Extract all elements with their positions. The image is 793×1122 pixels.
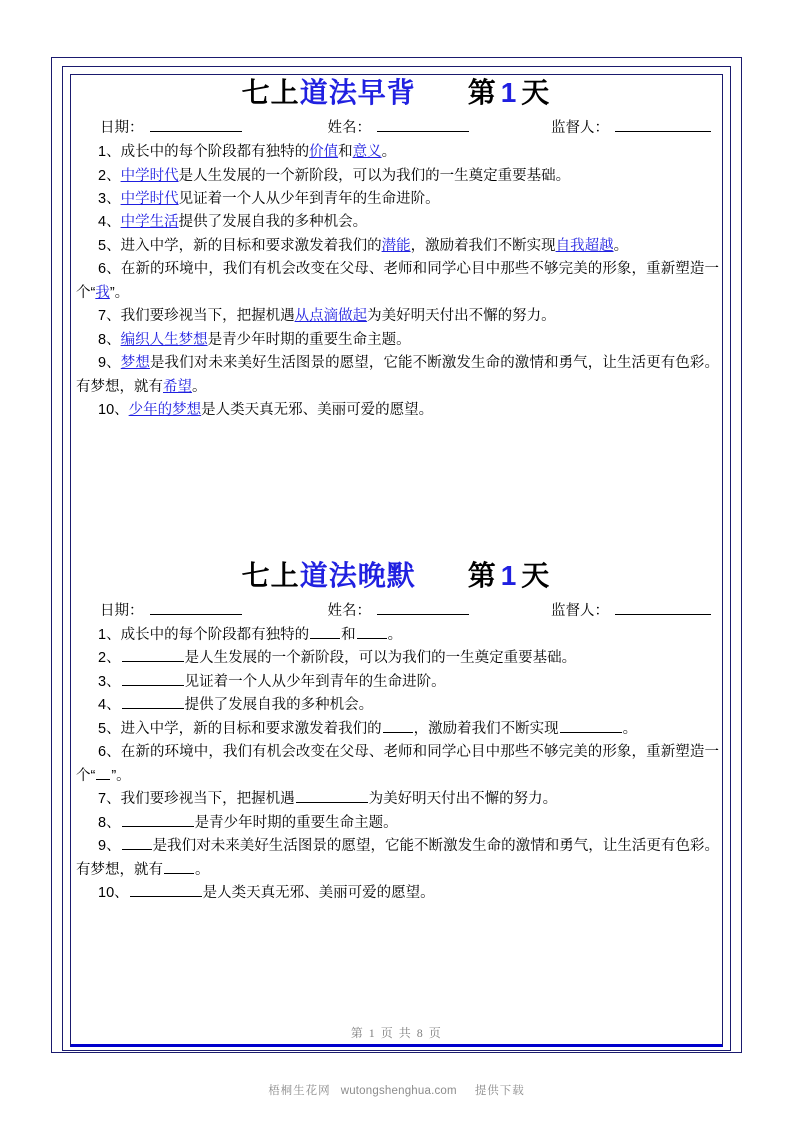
list-item	[72, 694, 721, 717]
list-item-text: 进入中学，新的目标和要求激发着我们的	[120, 720, 382, 737]
answer-blank[interactable]	[122, 674, 184, 686]
keyword: 我	[95, 284, 110, 301]
list-item-text: 是人类天真无邪、美丽可爱的愿望。	[201, 402, 434, 419]
list-item-number: 6、	[98, 744, 121, 761]
date-field-morning[interactable]	[100, 116, 242, 137]
list-item-text: 提供了发展自我的多种机会。	[184, 697, 374, 714]
list-item-text: 见证着一个人从少年到青年的生命进阶。	[184, 673, 446, 690]
list-item-number: 6、	[98, 261, 121, 278]
list-item	[72, 188, 721, 211]
page-footer: 第 1 页 共 8 页	[350, 1026, 443, 1040]
list-item-number: 9、	[98, 838, 121, 855]
list-item-number: 5、	[98, 720, 121, 737]
day-suffix: 天	[521, 559, 552, 591]
day-counter	[468, 559, 552, 592]
day-number: 1	[500, 77, 519, 108]
watermark-tail: 提供下载	[474, 1085, 525, 1097]
title-subject: 道法晚默	[299, 559, 416, 591]
list-item-text: 和	[341, 626, 356, 643]
list-item-text: ，激励着我们不断实现	[413, 720, 559, 737]
list-item-number: 9、	[98, 355, 121, 372]
supervisor-field-morning[interactable]	[551, 116, 711, 137]
list-item	[72, 812, 721, 835]
list-item-text: 是我们对未来美好生活图景的愿望，它能不断激发生命的激情和勇气，让生活更有色彩。有梦想，就有	[76, 838, 719, 878]
list-item-number: 4、	[98, 697, 121, 714]
section-spacer	[72, 423, 721, 559]
list-item-text: 。	[387, 626, 403, 643]
supervisor-blank[interactable]	[615, 119, 711, 132]
list-item-number: 2、	[98, 650, 121, 667]
list-item	[72, 718, 721, 741]
list-item	[72, 647, 721, 670]
list-item-text: 成长中的每个阶段都有独特的	[120, 626, 310, 643]
keyword: 潜能	[381, 237, 411, 254]
day-number: 1	[500, 559, 519, 591]
list-item-text: 为美好明天付出不懈的努力。	[367, 308, 556, 325]
answer-blank[interactable]	[357, 627, 387, 639]
title-subject: 道法早背	[299, 77, 416, 108]
keyword: 希望	[163, 378, 192, 395]
answer-blank[interactable]	[130, 885, 202, 897]
item-list-morning	[72, 141, 721, 423]
name-label: 姓名：	[327, 602, 371, 619]
answer-blank[interactable]	[383, 721, 413, 733]
list-item-text: 在新的环境中，我们有机会改变在父母、老师和同学心目中那些不够完美的形象，重新塑造一个“	[76, 744, 719, 784]
list-item	[72, 235, 721, 258]
list-item-number: 3、	[98, 191, 121, 207]
worksheet-content	[72, 76, 721, 1045]
keyword: 梦想	[120, 355, 150, 372]
keyword: 价值	[309, 144, 339, 161]
keyword: 中学时代	[120, 167, 179, 184]
list-item-number: 3、	[98, 673, 121, 690]
day-counter	[468, 76, 552, 109]
list-item-number: 10、	[98, 885, 129, 902]
section-evening-dictation	[72, 559, 721, 906]
list-item-text: 。	[195, 861, 210, 878]
list-item-number: 8、	[98, 331, 121, 348]
keyword: 编织人生梦想	[120, 331, 208, 348]
list-item-text: 。	[192, 378, 207, 395]
date-field-evening[interactable]	[100, 599, 242, 620]
list-item-text: 提供了发展自我的多种机会。	[178, 214, 368, 231]
list-item-text: 是人生发展的一个新阶段，可以为我们的一生奠定重要基础。	[178, 167, 571, 184]
keyword: 自我超越	[555, 237, 614, 254]
meta-row-evening	[72, 599, 721, 620]
answer-blank[interactable]	[122, 697, 184, 709]
keyword: 中学生活	[120, 214, 179, 231]
list-item-text: 是人生发展的一个新阶段，可以为我们的一生奠定重要基础。	[184, 650, 577, 667]
list-item	[72, 258, 721, 305]
list-item	[72, 882, 721, 905]
list-item-text: 是青少年时期的重要生命主题。	[207, 331, 411, 348]
supervisor-blank[interactable]	[615, 602, 711, 615]
supervisor-label: 监督人：	[551, 602, 609, 619]
name-blank[interactable]	[377, 602, 469, 615]
list-item-text: 是我们对未来美好生活图景的愿望，它能不断激发生命的激情和勇气，让生活更有色彩。有梦想，就有	[76, 355, 719, 395]
list-item	[72, 211, 721, 234]
keyword: 从点滴做起	[294, 308, 368, 325]
list-item-text: 是人类天真无邪、美丽可爱的愿望。	[202, 885, 435, 902]
answer-blank[interactable]	[122, 815, 194, 827]
list-item-number: 7、	[98, 308, 121, 325]
section-title-evening	[72, 559, 721, 592]
list-item-text: 我们要珍视当下，把握机遇	[120, 791, 295, 808]
list-item-number: 1、	[98, 626, 121, 643]
list-item	[72, 835, 721, 882]
list-item	[72, 624, 721, 647]
meta-row-morning	[72, 116, 721, 137]
date-blank[interactable]	[150, 602, 242, 615]
keyword: 中学时代	[120, 191, 179, 207]
supervisor-label: 监督人：	[551, 120, 609, 137]
answer-blank[interactable]	[122, 838, 152, 850]
list-item-text: 。	[622, 720, 638, 737]
title-prefix: 七上	[241, 77, 300, 108]
answer-blank[interactable]	[296, 791, 368, 803]
list-item-number: 1、	[98, 144, 121, 161]
watermark	[0, 1082, 793, 1098]
list-item-text: ，激励着我们不断实现	[410, 237, 556, 254]
supervisor-field-evening[interactable]	[551, 599, 711, 620]
name-field-morning[interactable]	[328, 116, 470, 137]
day-suffix: 天	[521, 77, 552, 108]
list-item-text: 成长中的每个阶段都有独特的	[120, 144, 310, 161]
list-item	[72, 165, 721, 188]
list-item-number: 5、	[98, 237, 121, 254]
answer-blank[interactable]	[310, 627, 340, 639]
list-item	[72, 399, 721, 422]
watermark-site-name: 梧桐生花网	[268, 1085, 331, 1097]
list-item	[72, 141, 721, 164]
list-item	[72, 305, 721, 328]
name-label: 姓名：	[327, 120, 371, 137]
list-item-number: 2、	[98, 167, 121, 184]
list-item-text: 我们要珍视当下，把握机遇	[120, 308, 295, 325]
keyword: 意义	[352, 144, 382, 161]
date-blank[interactable]	[150, 119, 242, 132]
list-item-text: 和	[338, 144, 353, 161]
day-prefix: 第	[467, 559, 498, 591]
list-item-text: ”。	[109, 284, 130, 301]
date-label: 日期：	[100, 602, 144, 619]
keyword: 少年的梦想	[128, 402, 202, 419]
answer-blank[interactable]	[164, 862, 194, 874]
list-item-text: 。	[613, 237, 629, 254]
list-item-number: 10、	[98, 402, 129, 419]
date-label: 日期：	[100, 120, 144, 137]
list-item	[72, 352, 721, 399]
item-list-evening	[72, 624, 721, 906]
list-item-number: 7、	[98, 791, 121, 808]
section-title-morning	[72, 76, 721, 109]
list-item-text: 进入中学，新的目标和要求激发着我们的	[120, 237, 382, 254]
list-item-text: 为美好明天付出不懈的努力。	[368, 791, 558, 808]
list-item-text: 在新的环境中，我们有机会改变在父母、老师和同学心目中那些不够完美的形象，重新塑造一个“	[76, 261, 719, 301]
section-morning-recitation	[72, 76, 721, 423]
answer-blank[interactable]	[96, 768, 110, 780]
list-item-text: 见证着一个人从少年到青年的生命进阶。	[178, 191, 440, 207]
name-blank[interactable]	[377, 119, 469, 132]
list-item-text: ”。	[111, 767, 131, 784]
list-item	[72, 671, 721, 694]
list-item-text: 。	[381, 144, 397, 161]
list-item-text: 是青少年时期的重要生命主题。	[194, 814, 398, 831]
answer-blank[interactable]	[560, 721, 622, 733]
title-prefix: 七上	[241, 559, 300, 591]
list-item	[72, 329, 721, 352]
list-item-number: 4、	[98, 214, 121, 231]
watermark-site-url: wutongshenghua.com	[340, 1085, 457, 1097]
list-item-number: 8、	[98, 814, 121, 831]
day-prefix: 第	[467, 77, 498, 108]
name-field-evening[interactable]	[328, 599, 470, 620]
answer-blank[interactable]	[122, 650, 184, 662]
list-item	[72, 741, 721, 788]
list-item	[72, 788, 721, 811]
